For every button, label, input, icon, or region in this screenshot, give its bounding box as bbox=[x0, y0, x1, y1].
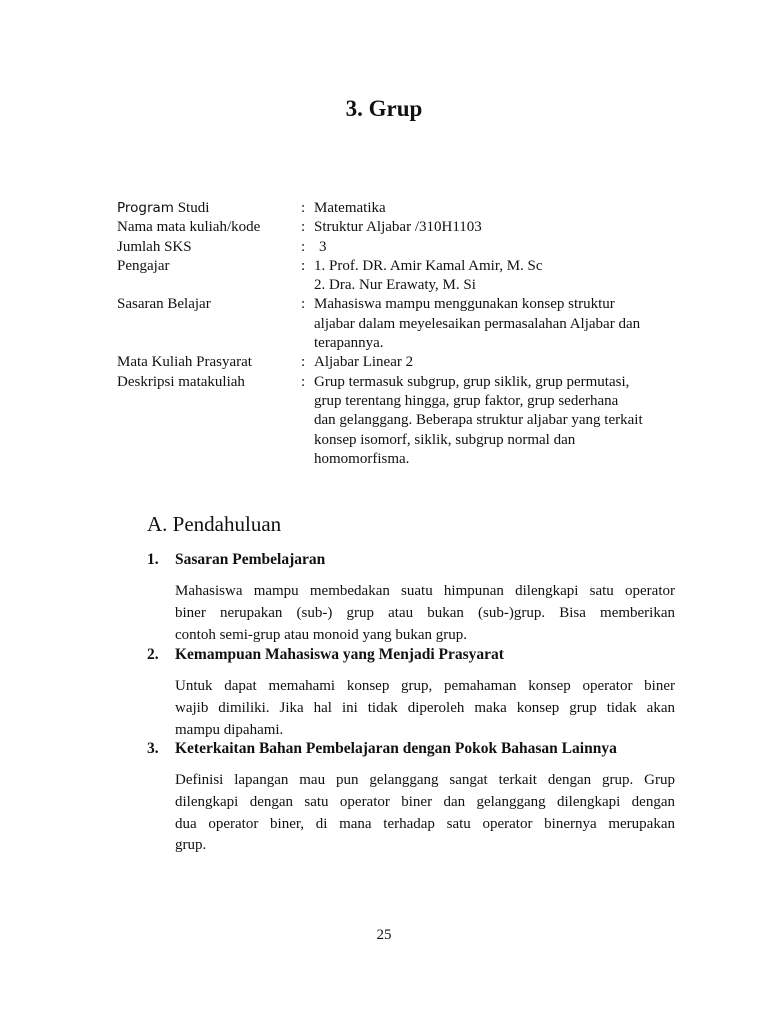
paragraph-line: contoh semi-grup atau monoid yang bukan grup. bbox=[175, 626, 468, 643]
subsection-title: Keterkaitan Bahan Pembelajaran dengan Pokok Bahasan Lainnya bbox=[175, 740, 617, 757]
info-value-line: 1. Prof. DR. Amir Kamal Amir, M. Sc bbox=[314, 257, 543, 274]
info-value-line: Struktur Aljabar /310H1103 bbox=[314, 219, 482, 236]
subsection-paragraph bbox=[175, 581, 675, 646]
info-value-line: Mahasiswa mampu menggunakan konsep struktur bbox=[314, 296, 615, 313]
info-label: Nama mata kuliah/kode bbox=[117, 219, 261, 236]
chapter-title: 3. Grup bbox=[345, 96, 423, 121]
info-label: Pengajar bbox=[117, 257, 170, 274]
paragraph-line: wajib dimiliki. Jika hal ini tidak diperoleh maka konsep grup tidak akan bbox=[175, 699, 675, 716]
info-row-nama-mata-kuliah bbox=[117, 218, 677, 237]
info-colon: : bbox=[301, 219, 306, 236]
info-value-line: grup terentang hingga, grup faktor, grup sederhana bbox=[314, 392, 619, 409]
paragraph-line: dilengkapi dengan satu operator biner dan gelanggang dilengkapi dengan bbox=[175, 793, 675, 810]
info-value-line: Aljabar Linear 2 bbox=[314, 354, 414, 371]
info-colon: : bbox=[301, 200, 306, 216]
info-label: Jumlah SKS bbox=[117, 238, 192, 255]
info-label: Deskripsi matakuliah bbox=[117, 373, 245, 390]
paragraph-line: biner nerupakan (sub-) grup atau bukan (sub-)grup. Bisa memberikan bbox=[175, 604, 675, 621]
info-value bbox=[314, 238, 677, 257]
subsection-number: 2. bbox=[147, 646, 159, 663]
subsection-paragraph bbox=[175, 676, 675, 741]
subsection-kemampuan-prasyarat bbox=[147, 646, 675, 741]
subsection-heading bbox=[147, 551, 675, 569]
info-value bbox=[314, 353, 677, 372]
info-label-part: Studi bbox=[173, 200, 210, 216]
subsection-number: 1. bbox=[147, 551, 159, 568]
page-number: 25 bbox=[376, 927, 392, 943]
info-row-program-studi bbox=[117, 199, 677, 218]
paragraph-line: Definisi lapangan mau pun gelanggang sangat terkait dengan grup. Grup bbox=[175, 772, 675, 788]
course-info-table bbox=[117, 199, 677, 469]
subsection-paragraph bbox=[175, 770, 675, 857]
paragraph-line: mampu dipahami. bbox=[175, 721, 284, 738]
info-value-line: terapannya. bbox=[314, 335, 384, 352]
subsection-heading bbox=[147, 646, 675, 664]
info-colon: : bbox=[301, 257, 306, 274]
section-heading: A. Pendahuluan bbox=[147, 512, 282, 536]
subsection-sasaran-pembelajaran bbox=[147, 551, 675, 646]
info-label: Sasaran Belajar bbox=[117, 296, 211, 313]
info-value bbox=[314, 257, 677, 296]
paragraph-line: Mahasiswa mampu membedakan suatu himpunan dilengkapi satu operator bbox=[175, 583, 675, 599]
info-label: Mata Kuliah Prasyarat bbox=[117, 354, 252, 371]
info-value-line: dan gelanggang. Beberapa struktur aljabar yang terkait bbox=[314, 412, 643, 429]
info-colon: : bbox=[301, 296, 306, 313]
info-label bbox=[117, 199, 301, 218]
info-label-part: Program bbox=[117, 200, 174, 216]
info-value-line: Matematika bbox=[314, 200, 386, 216]
paragraph-line: Untuk dapat memahami konsep grup, pemahaman konsep operator biner bbox=[175, 678, 675, 694]
paragraph-line: grup. bbox=[175, 837, 207, 854]
info-value bbox=[314, 295, 677, 353]
info-row-pengajar bbox=[117, 257, 677, 296]
info-value-line: aljabar dalam meyelesaikan permasalahan Aljabar dan bbox=[314, 315, 641, 332]
subsection-heading bbox=[147, 740, 675, 758]
info-row-jumlah-sks bbox=[117, 238, 677, 257]
info-value bbox=[314, 199, 677, 218]
info-colon: : bbox=[301, 354, 306, 371]
info-row-deskripsi-matakuliah bbox=[117, 373, 677, 469]
subsection-keterkaitan-bahan bbox=[147, 740, 675, 857]
info-value-line: konsep isomorf, siklik, subgrup normal dan bbox=[314, 431, 576, 448]
info-value-line: homomorfisma. bbox=[314, 450, 410, 467]
info-value-line: 2. Dra. Nur Erawaty, M. Si bbox=[314, 277, 476, 294]
info-colon: : bbox=[301, 238, 306, 255]
info-value-line: Grup termasuk subgrup, grup siklik, grup permutasi, bbox=[314, 373, 630, 390]
info-value bbox=[314, 373, 677, 469]
paragraph-line: dua operator biner, di mana terhadap satu operator binernya merupakan bbox=[175, 815, 675, 832]
info-row-sasaran-belajar bbox=[117, 295, 677, 353]
info-row-mata-kuliah-prasyarat bbox=[117, 353, 677, 372]
info-value bbox=[314, 218, 677, 237]
subsection-number: 3. bbox=[147, 740, 159, 757]
info-colon: : bbox=[301, 373, 306, 390]
info-value-line: 3 bbox=[319, 238, 327, 255]
subsection-title: Sasaran Pembelajaran bbox=[175, 551, 326, 568]
subsection-title: Kemampuan Mahasiswa yang Menjadi Prasyarat bbox=[175, 646, 504, 663]
